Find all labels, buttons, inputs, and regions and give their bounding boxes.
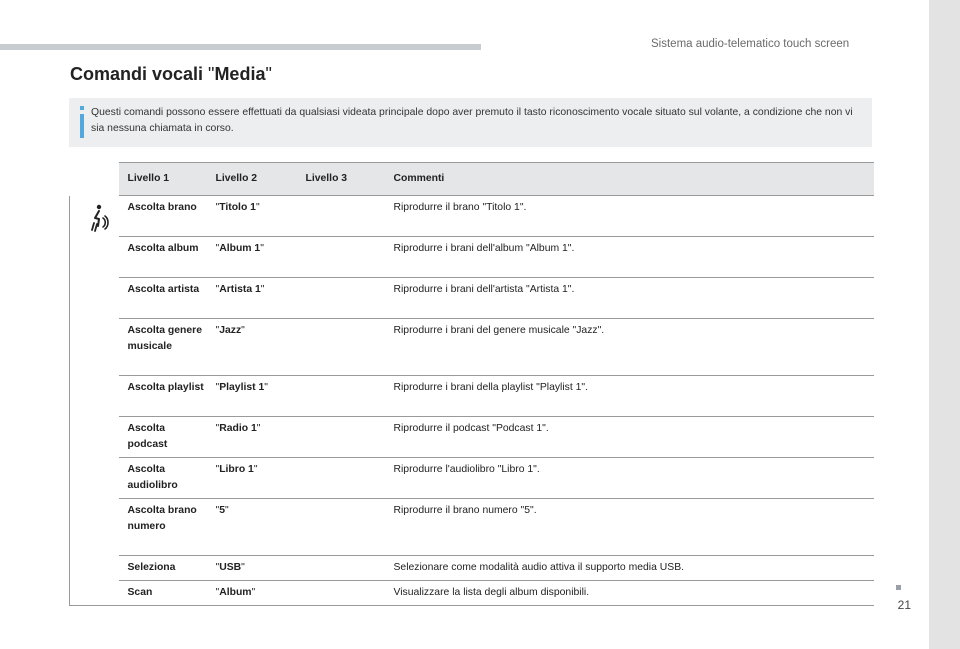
cell-level2-value: Titolo 1 bbox=[219, 202, 256, 213]
cell-level2: "5" bbox=[207, 499, 297, 556]
table-row bbox=[70, 237, 874, 278]
cell-level1: Scan bbox=[119, 581, 207, 606]
cell-level2-value: Radio 1 bbox=[219, 423, 257, 434]
cell-level2-value: Playlist 1 bbox=[219, 382, 265, 393]
cell-level3 bbox=[297, 278, 385, 319]
cell-level2: "Titolo 1" bbox=[207, 196, 297, 237]
cell-level1: Ascolta brano bbox=[119, 196, 207, 237]
running-header: Sistema audio-telematico touch screen bbox=[651, 38, 850, 50]
cell-level3 bbox=[297, 556, 385, 581]
header-rule bbox=[0, 44, 481, 50]
cell-level2: "Radio 1" bbox=[207, 417, 297, 458]
cell-level2: "Album" bbox=[207, 581, 297, 606]
cell-level1: Seleziona bbox=[119, 556, 207, 581]
page-title-main: Comandi vocali bbox=[70, 64, 209, 84]
cell-level1: Ascolta audiolibro bbox=[119, 458, 207, 499]
cell-level3 bbox=[297, 196, 385, 237]
cell-comment: Riprodurre il brano "Titolo 1". bbox=[385, 196, 874, 237]
table-row bbox=[70, 581, 874, 606]
table-row bbox=[70, 196, 874, 237]
column-header-level1: Livello 1 bbox=[119, 163, 207, 196]
info-icon bbox=[78, 106, 86, 138]
cell-comment: Riprodurre i brani dell'album "Album 1". bbox=[385, 237, 874, 278]
cell-level3 bbox=[297, 499, 385, 556]
cell-level2-value: 5 bbox=[219, 505, 225, 516]
cell-comment: Riprodurre i brani della playlist "Playlist 1". bbox=[385, 376, 874, 417]
page-title-open-quote: " bbox=[208, 64, 215, 84]
page-title-close-quote: " bbox=[265, 64, 272, 84]
table-row bbox=[70, 376, 874, 417]
info-note-text: Questi comandi possono essere effettuati da qualsiasi videata principale dopo aver premuto il tasto riconoscimento vocale situato sul volante, a condizione che non vi sia nessuna chiamata in corso. bbox=[91, 107, 853, 134]
cell-level3 bbox=[297, 458, 385, 499]
page-title bbox=[70, 64, 272, 85]
table-row bbox=[70, 556, 874, 581]
cell-level2: "Artista 1" bbox=[207, 278, 297, 319]
page-marker bbox=[896, 585, 901, 590]
cell-level2: "Libro 1" bbox=[207, 458, 297, 499]
table-row bbox=[70, 278, 874, 319]
cell-level2: "Playlist 1" bbox=[207, 376, 297, 417]
table-row bbox=[70, 319, 874, 376]
cell-level1: Ascolta album bbox=[119, 237, 207, 278]
cell-level2-value: Album 1 bbox=[219, 243, 261, 254]
column-header-level2: Livello 2 bbox=[207, 163, 297, 196]
cell-level2: "Jazz" bbox=[207, 319, 297, 376]
cell-comment: Riprodurre i brani del genere musicale "Jazz". bbox=[385, 319, 874, 376]
table-row bbox=[70, 499, 874, 556]
cell-level1: Ascolta artista bbox=[119, 278, 207, 319]
cell-level2: "Album 1" bbox=[207, 237, 297, 278]
column-header-level3: Livello 3 bbox=[297, 163, 385, 196]
voice-command-icon bbox=[88, 204, 110, 232]
cell-comment: Riprodurre l'audiolibro "Libro 1". bbox=[385, 458, 874, 499]
cell-comment: Visualizzare la lista degli album disponibili. bbox=[385, 581, 874, 606]
cell-level3 bbox=[297, 376, 385, 417]
table-header-row bbox=[70, 163, 874, 196]
cell-level2: "USB" bbox=[207, 556, 297, 581]
table-row bbox=[70, 458, 874, 499]
cell-level2-value: Artista 1 bbox=[219, 284, 261, 295]
column-header-comments: Commenti bbox=[385, 163, 874, 196]
cell-level1: Ascolta podcast bbox=[119, 417, 207, 458]
cell-level2-value: Jazz bbox=[219, 325, 242, 336]
cell-comment: Riprodurre i brani dell'artista "Artista 1". bbox=[385, 278, 874, 319]
page-side-strip bbox=[929, 0, 960, 649]
cell-level3 bbox=[297, 417, 385, 458]
voice-command-icon-cell bbox=[70, 196, 119, 606]
cell-level3 bbox=[297, 319, 385, 376]
cell-level2-value: USB bbox=[219, 562, 242, 573]
page-number: 21 bbox=[897, 598, 911, 612]
voice-commands-table bbox=[69, 162, 874, 606]
page-title-word: Media bbox=[214, 64, 266, 84]
cell-comment: Selezionare come modalità audio attiva il supporto media USB. bbox=[385, 556, 874, 581]
cell-level3 bbox=[297, 237, 385, 278]
cell-comment: Riprodurre il brano numero "5". bbox=[385, 499, 874, 556]
cell-level2-value: Album bbox=[219, 587, 252, 598]
cell-level2-value: Libro 1 bbox=[219, 464, 254, 475]
cell-level1: Ascolta brano numero bbox=[119, 499, 207, 556]
cell-comment: Riprodurre il podcast "Podcast 1". bbox=[385, 417, 874, 458]
cell-level1: Ascolta genere musicale bbox=[119, 319, 207, 376]
table-header-blank bbox=[70, 163, 119, 196]
cell-level1: Ascolta playlist bbox=[119, 376, 207, 417]
info-note bbox=[69, 98, 872, 147]
cell-level3 bbox=[297, 581, 385, 606]
table-row bbox=[70, 417, 874, 458]
